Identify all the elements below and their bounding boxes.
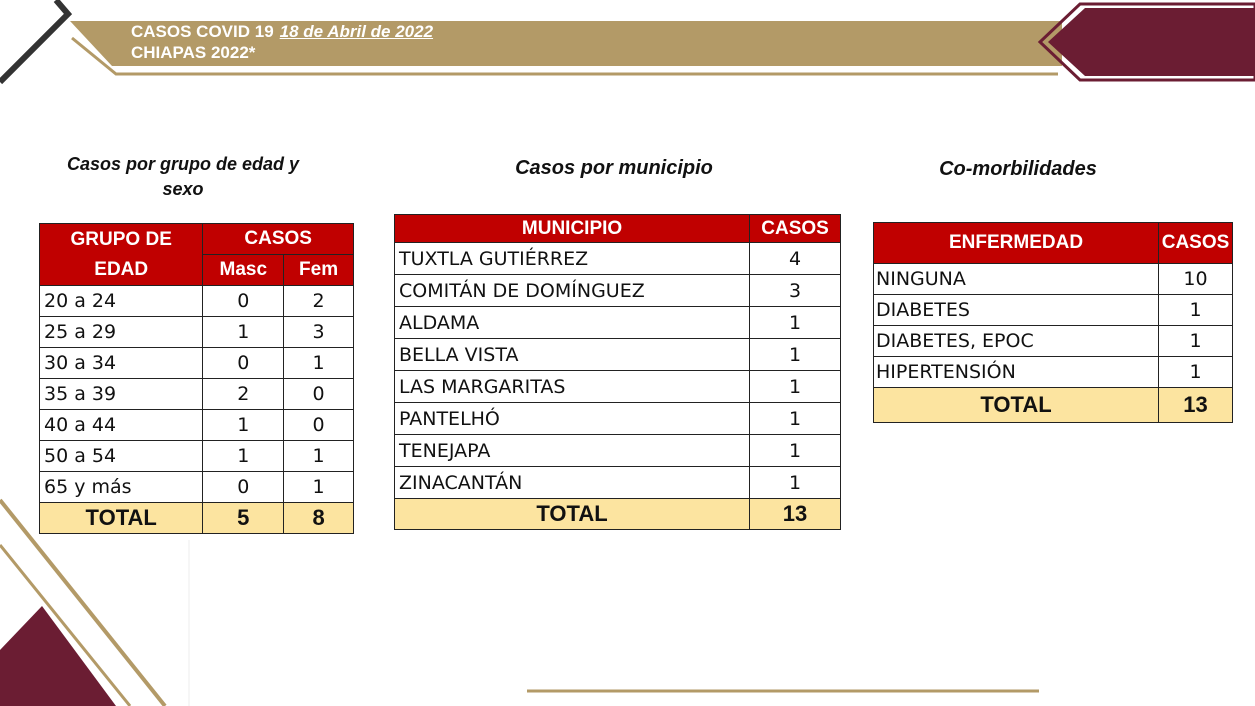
table-row xyxy=(40,472,354,503)
table-row xyxy=(40,348,354,379)
col-header-cases: CASOS xyxy=(203,224,354,255)
masc-cell: 0 xyxy=(203,348,284,379)
header-date: 18 de Abril de 2022 xyxy=(279,22,434,41)
table-row xyxy=(40,317,354,348)
table-header-row xyxy=(874,223,1233,264)
municipio-name-cell: ZINACANTÁN xyxy=(395,467,750,499)
disease-name-cell: NINGUNA xyxy=(874,264,1159,295)
masc-cell: 2 xyxy=(203,379,284,410)
col-header-cases: CASOS xyxy=(1159,223,1233,264)
total-fem: 8 xyxy=(284,503,354,534)
col-header-masc: Masc xyxy=(203,255,284,286)
age-title-line-1: Casos por grupo de edad y xyxy=(66,154,300,174)
table-row xyxy=(874,357,1233,388)
col-header-enfermedad: ENFERMEDAD xyxy=(874,223,1159,264)
table-row xyxy=(40,379,354,410)
maroon-tab xyxy=(1048,8,1255,76)
age-group-cell: 40 a 44 xyxy=(40,410,203,441)
fem-cell: 0 xyxy=(284,379,354,410)
disease-cases-cell: 10 xyxy=(1159,264,1233,295)
col-header-municipio: MUNICIPIO xyxy=(395,215,750,243)
col-header-cases: CASOS xyxy=(750,215,841,243)
fem-cell: 0 xyxy=(284,410,354,441)
masc-cell: 1 xyxy=(203,317,284,348)
total-row xyxy=(874,388,1233,423)
top-left-chevron xyxy=(0,0,68,82)
table-row xyxy=(40,286,354,317)
age-group-cell: 20 a 24 xyxy=(40,286,203,317)
age-group-cell: 50 a 54 xyxy=(40,441,203,472)
masc-cell: 0 xyxy=(203,286,284,317)
age-section-title xyxy=(38,152,328,202)
table-row xyxy=(395,467,841,499)
age-group-cell: 35 a 39 xyxy=(40,379,203,410)
col-header-group xyxy=(40,224,203,286)
table-row xyxy=(40,441,354,472)
header-title xyxy=(131,21,433,63)
table-row xyxy=(874,295,1233,326)
table-row xyxy=(395,275,841,307)
age-sex-table xyxy=(39,223,354,534)
masc-cell: 0 xyxy=(203,472,284,503)
table-row xyxy=(395,435,841,467)
fem-cell: 1 xyxy=(284,441,354,472)
municipio-name-cell: PANTELHÓ xyxy=(395,403,750,435)
disease-name-cell: DIABETES, EPOC xyxy=(874,326,1159,357)
table-header-row xyxy=(395,215,841,243)
municipio-cases-cell: 1 xyxy=(750,467,841,499)
fem-cell: 1 xyxy=(284,348,354,379)
age-group-cell: 30 a 34 xyxy=(40,348,203,379)
header-line-1 xyxy=(131,21,433,42)
municipio-table xyxy=(394,214,841,530)
comorbidity-table xyxy=(873,222,1233,423)
masc-cell: 1 xyxy=(203,441,284,472)
total-label: TOTAL xyxy=(40,503,203,534)
municipio-name-cell: ALDAMA xyxy=(395,307,750,339)
municipio-cases-cell: 3 xyxy=(750,275,841,307)
disease-name-cell: DIABETES xyxy=(874,295,1159,326)
municipio-name-cell: TUXTLA GUTIÉRREZ xyxy=(395,243,750,275)
municipio-name-cell: LAS MARGARITAS xyxy=(395,371,750,403)
fem-cell: 3 xyxy=(284,317,354,348)
table-row xyxy=(395,307,841,339)
masc-cell: 1 xyxy=(203,410,284,441)
municipio-name-cell: COMITÁN DE DOMÍNGUEZ xyxy=(395,275,750,307)
disease-cases-cell: 1 xyxy=(1159,326,1233,357)
total-cases: 13 xyxy=(750,499,841,530)
table-header-row xyxy=(40,224,354,255)
comorbidity-section-title: Co-morbilidades xyxy=(939,158,1097,180)
municipio-section-title: Casos por municipio xyxy=(515,157,713,179)
total-label: TOTAL xyxy=(874,388,1159,423)
municipio-cases-cell: 1 xyxy=(750,339,841,371)
municipio-cases-cell: 1 xyxy=(750,307,841,339)
municipio-name-cell: TENEJAPA xyxy=(395,435,750,467)
municipio-cases-cell: 1 xyxy=(750,371,841,403)
municipio-cases-cell: 1 xyxy=(750,403,841,435)
col-header-fem: Fem xyxy=(284,255,354,286)
municipio-cases-cell: 1 xyxy=(750,435,841,467)
disease-cases-cell: 1 xyxy=(1159,295,1233,326)
age-title-line-2: sexo xyxy=(162,179,204,199)
col-header-group-line-2: EDAD xyxy=(94,258,149,280)
fem-cell: 1 xyxy=(284,472,354,503)
age-group-cell: 25 a 29 xyxy=(40,317,203,348)
table-row xyxy=(395,339,841,371)
total-masc: 5 xyxy=(203,503,284,534)
disease-cases-cell: 1 xyxy=(1159,357,1233,388)
total-row xyxy=(40,503,354,534)
table-row xyxy=(40,410,354,441)
municipio-cases-cell: 4 xyxy=(750,243,841,275)
table-row xyxy=(874,264,1233,295)
municipio-name-cell: BELLA VISTA xyxy=(395,339,750,371)
table-row xyxy=(395,243,841,275)
header-covid-label: CASOS COVID 19 xyxy=(131,22,274,41)
total-label: TOTAL xyxy=(395,499,750,530)
age-group-cell: 65 y más xyxy=(40,472,203,503)
total-cases: 13 xyxy=(1159,388,1233,423)
table-row xyxy=(874,326,1233,357)
table-row xyxy=(395,371,841,403)
table-row xyxy=(395,403,841,435)
header-line-2: CHIAPAS 2022* xyxy=(131,43,256,62)
col-header-group-line-1: GRUPO DE xyxy=(70,228,172,250)
total-row xyxy=(395,499,841,530)
disease-name-cell: HIPERTENSIÓN xyxy=(874,357,1159,388)
fem-cell: 2 xyxy=(284,286,354,317)
